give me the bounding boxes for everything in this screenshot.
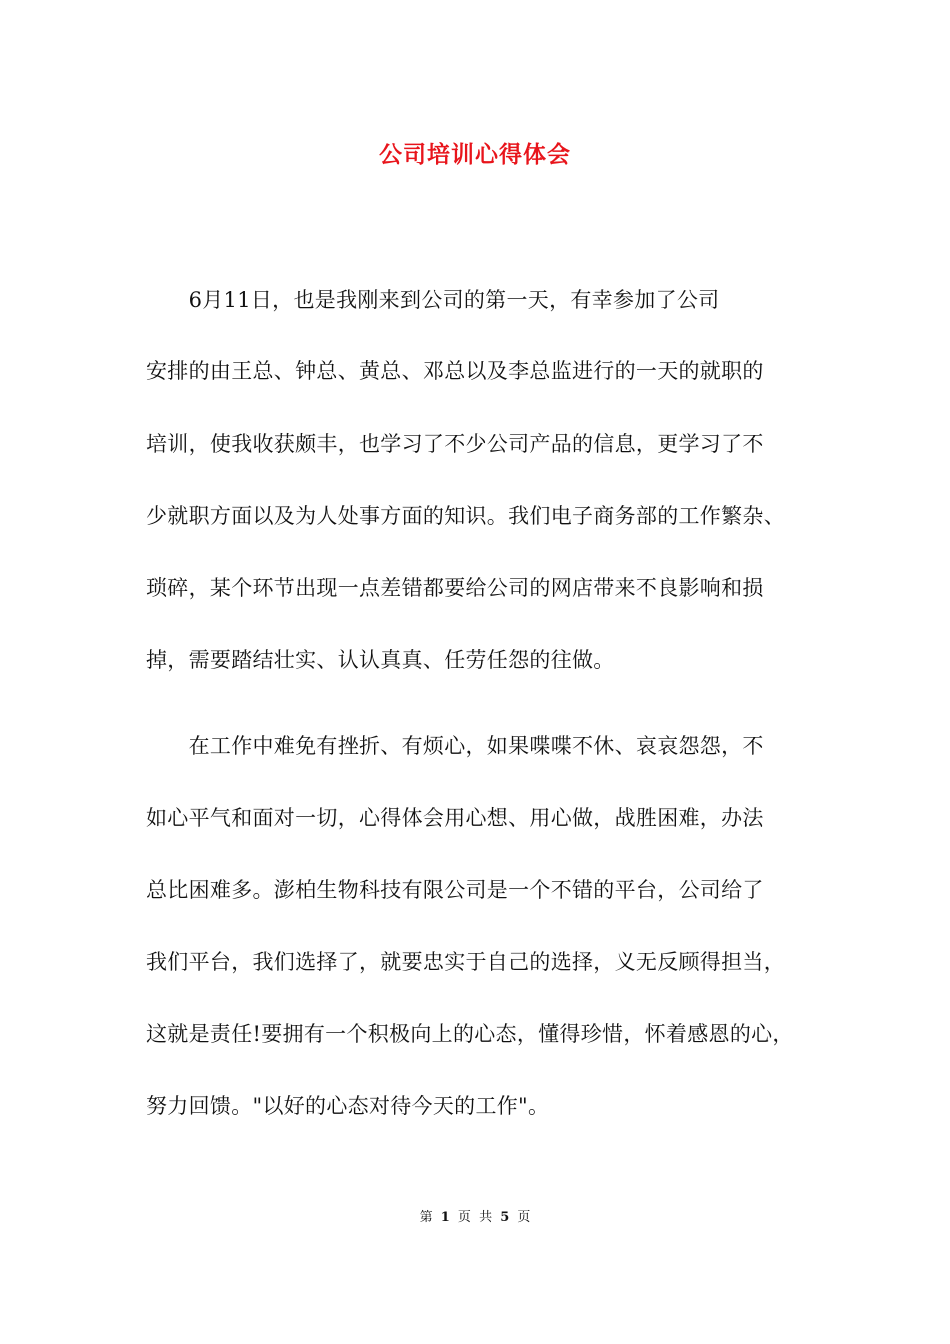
paragraph-line: 6月11日，也是我刚来到公司的第一天，有幸参加了公司 [146, 288, 720, 312]
paragraph-line: 琐碎，某个环节出现一点差错都要给公司的网店带来不良影响和损 [146, 576, 764, 600]
footer-label-ye: 页 [517, 1210, 531, 1225]
paragraph-line: 这就是责任!要拥有一个积极向上的心态，懂得珍惜，怀着感恩的心， [146, 1022, 794, 1046]
document-title: 公司培训心得体会 [379, 141, 571, 168]
paragraph-line: 培训，使我收获颇丰，也学习了不少公司产品的信息，更学习了不 [146, 432, 764, 456]
page-footer [0, 1206, 950, 1225]
footer-label-ye: 页 [457, 1210, 471, 1225]
total-pages-number: 5 [500, 1210, 510, 1225]
paragraph-line: 掉，需要踏结壮实、认认真真、任劳任怨的往做。 [146, 648, 615, 672]
footer-label-di: 第 [419, 1210, 433, 1225]
paragraph-line: 少就职方面以及为人处事方面的知识。我们电子商务部的工作繁杂、 [146, 504, 785, 528]
paragraph-line: 如心平气和面对一切，心得体会用心想、用心做，战胜困难，办法 [146, 806, 764, 830]
current-page-number: 1 [440, 1210, 450, 1225]
footer-label-gong: 共 [479, 1210, 493, 1225]
paragraph-line: 总比困难多。澎柏生物科技有限公司是一个不错的平台，公司给了 [146, 878, 764, 902]
paragraph-line: 在工作中难免有挫折、有烦心，如果喋喋不休、哀哀怨怨，不 [146, 734, 764, 758]
paragraph-line: 我们平台，我们选择了，就要忠实于自己的选择，义无反顾得担当， [146, 950, 785, 974]
paragraph-line: 安排的由王总、钟总、黄总、邓总以及李总监进行的一天的就职的 [146, 359, 764, 383]
paragraph-line: 努力回馈。"以好的心态对待今天的工作"。 [146, 1094, 550, 1118]
